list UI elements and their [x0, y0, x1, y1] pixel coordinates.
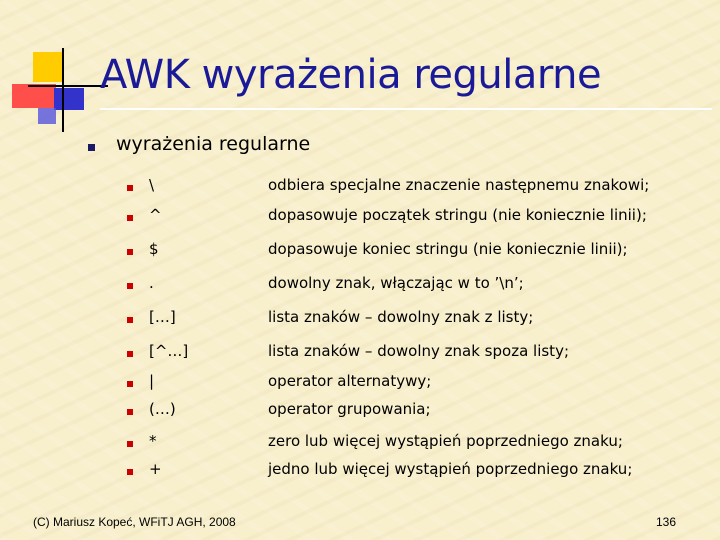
- level2-bullet-icon: [127, 441, 133, 447]
- level1-bullet-icon: [88, 144, 95, 151]
- regex-symbol: |: [149, 372, 155, 390]
- slide-title: AWK wyrażenia regularne: [100, 52, 602, 98]
- level2-bullet-icon: [127, 185, 133, 191]
- list-item: [0, 308, 720, 334]
- regex-symbol: .: [149, 274, 154, 292]
- footer-copyright: (C) Mariusz Kopeć, WFiTJ AGH, 2008: [33, 515, 236, 529]
- regex-description: odbiera specjalne znaczenie następnemu znakowi;: [268, 176, 650, 194]
- regex-description: lista znaków – dowolny znak spoza listy;: [268, 342, 569, 360]
- logo-blue-square: [54, 88, 84, 110]
- level2-bullet-icon: [127, 249, 133, 255]
- regex-description: operator grupowania;: [268, 400, 431, 418]
- regex-symbol: [^…]: [149, 342, 189, 360]
- logo-vertical-line: [62, 48, 64, 132]
- regex-symbol: […]: [149, 308, 176, 326]
- level2-bullet-icon: [127, 469, 133, 475]
- logo-yellow-square: [33, 52, 63, 82]
- list-item: [0, 400, 720, 426]
- regex-description: jedno lub więcej wystąpień poprzedniego znaku;: [268, 460, 633, 478]
- level2-bullet-icon: [127, 381, 133, 387]
- level2-bullet-icon: [127, 409, 133, 415]
- list-item: [0, 240, 720, 266]
- title-divider: [100, 108, 712, 110]
- regex-symbol: (…): [149, 400, 176, 418]
- regex-description: zero lub więcej wystąpień poprzedniego znaku;: [268, 432, 623, 450]
- list-item: [0, 342, 720, 368]
- regex-symbol: \: [149, 176, 155, 194]
- regex-description: dopasowuje koniec stringu (nie koniecznie linii);: [268, 240, 628, 258]
- regex-description: dowolny znak, włączając w to ’\n’;: [268, 274, 524, 292]
- decorative-logo-icon: [0, 0, 110, 140]
- level2-bullet-icon: [127, 351, 133, 357]
- level2-bullet-icon: [127, 283, 133, 289]
- list-item: [0, 176, 720, 202]
- logo-blue-small-square: [38, 108, 56, 124]
- list-item: [0, 432, 720, 458]
- regex-symbol: +: [149, 460, 162, 478]
- page-number: 136: [656, 515, 677, 529]
- list-item: [0, 206, 720, 232]
- logo-horizontal-line: [28, 85, 108, 87]
- list-item: [0, 372, 720, 398]
- regex-symbol: ^: [149, 206, 162, 224]
- logo-red-rectangle: [12, 84, 56, 108]
- list-item: [0, 274, 720, 300]
- regex-description: operator alternatywy;: [268, 372, 432, 390]
- level2-bullet-icon: [127, 215, 133, 221]
- regex-symbol: $: [149, 240, 159, 258]
- regex-description: dopasowuje początek stringu (nie koniecznie linii);: [268, 206, 647, 224]
- level1-bullet-text: wyrażenia regularne: [116, 133, 311, 155]
- regex-symbol: *: [149, 432, 157, 450]
- list-item: [0, 460, 720, 486]
- regex-description: lista znaków – dowolny znak z listy;: [268, 308, 534, 326]
- level2-bullet-icon: [127, 317, 133, 323]
